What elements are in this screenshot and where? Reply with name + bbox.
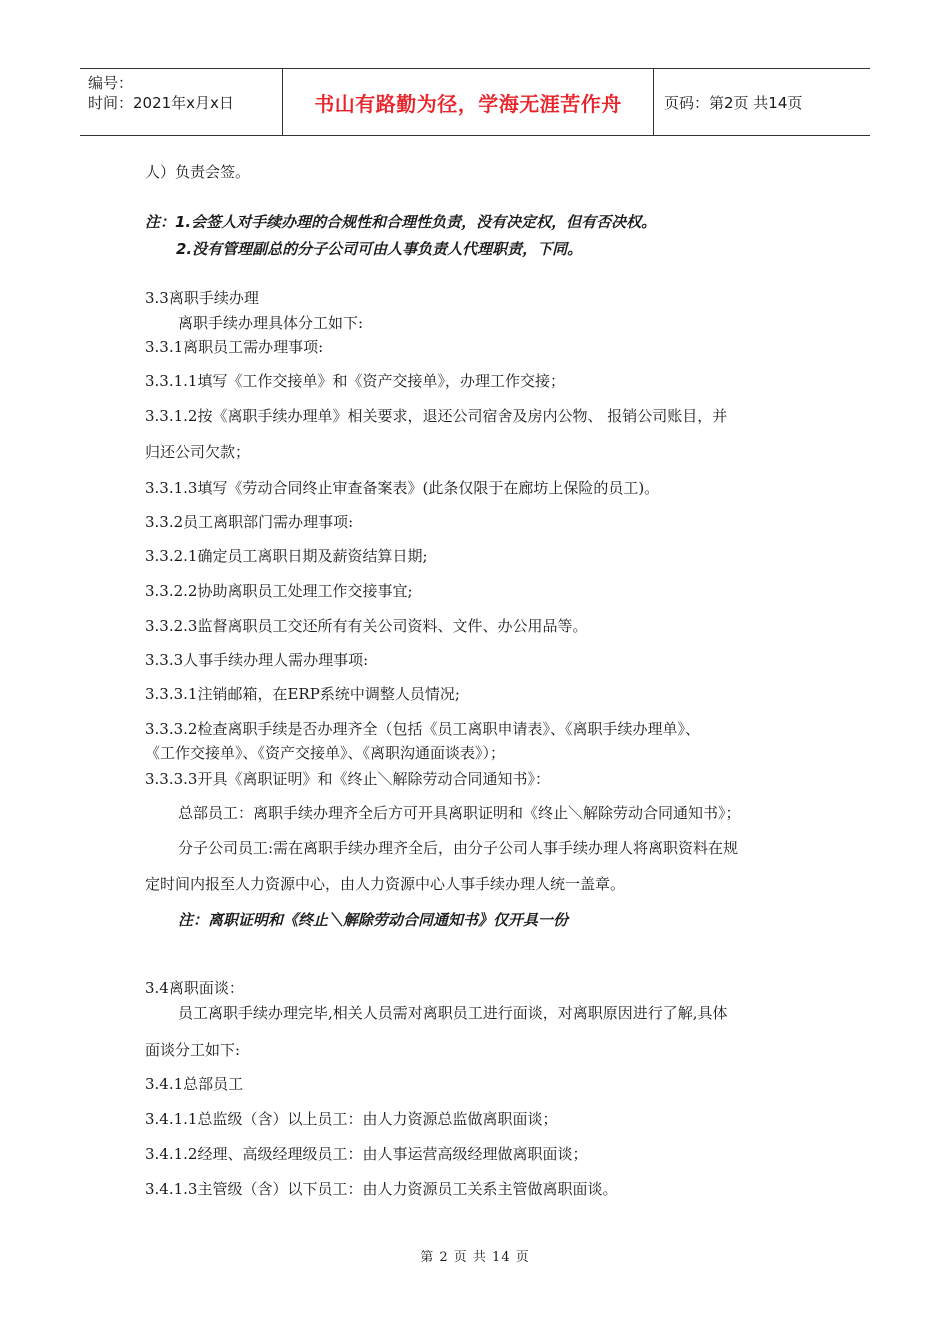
body-line: 3.3.3.1注销邮箱，在ERP系统中调整人员情况;: [145, 685, 460, 703]
section-heading: 3.3离职手续办理: [145, 289, 259, 307]
body-line: 3.3.1.3填写《劳动合同终止审查备案表》(此条仅限于在廊坊上保险的员工)。: [145, 479, 660, 497]
body-line: 3.3.2.2协助离职员工处理工作交接事宜;: [145, 582, 413, 600]
section-heading: 3.4离职面谈：: [145, 979, 244, 997]
document-date: 时间：2021年x月x日: [88, 94, 234, 112]
header-left-cell: [80, 69, 282, 135]
note-line: 注：离职证明和《终止＼解除劳动合同通知书》仅开具一份: [178, 911, 569, 929]
document-code-label: 编号：: [88, 74, 134, 92]
body-line: 3.3.3.2检查离职手续是否办理齐全（包括《员工离职申请表》、《离职手续办理单》、: [145, 720, 700, 738]
section-heading: 3.3.2员工离职部门需办理事项:: [145, 513, 354, 531]
body-line: 3.3.2.3监督离职员工交还所有有关公司资料、文件、办公用品等。: [145, 617, 588, 635]
page-header: [80, 68, 870, 136]
body-line: 归还公司欠款；: [145, 443, 251, 461]
body-line: 分子公司员工:需在离职手续办理齐全后，由分子公司人事手续办理人将离职资料在规: [178, 839, 739, 857]
body-line: 人）负责会签。: [145, 163, 251, 181]
body-line: 3.3.1.2按《离职手续办理单》相关要求，退还公司宿舍及房内公物、 报销公司账目，并: [145, 407, 728, 425]
body-line: 3.4.1.3主管级（含）以下员工：由人力资源员工关系主管做离职面谈。: [145, 1180, 618, 1198]
body-line: 总部员工：离职手续办理齐全后方可开具离职证明和《终止＼解除劳动合同通知书》；: [178, 804, 741, 822]
header-motto: 书山有路勤为径，学海无涯苦作舟: [282, 69, 654, 135]
section-heading: 3.3.3人事手续办理人需办理事项:: [145, 651, 369, 669]
body-line: 3.4.1.2经理、高级经理级员工：由人事运营高级经理做离职面谈；: [145, 1145, 588, 1163]
body-line: 3.3.3.3开具《离职证明》和《终止＼解除劳动合同通知书》：: [145, 770, 550, 788]
section-heading: 3.4.1总部员工: [145, 1075, 244, 1093]
body-line: 3.3.1.1填写《工作交接单》和《资产交接单》，办理工作交接；: [145, 372, 565, 390]
page-footer: 第 2 页 共 14 页: [420, 1250, 530, 1265]
body-line: 《工作交接单》、《资产交接单》、《离职沟通面谈表》）；: [145, 744, 506, 762]
body-line: 离职手续办理具体分工如下:: [178, 314, 364, 332]
body-line: 面谈分工如下:: [145, 1041, 241, 1059]
body-line: 员工离职手续办理完毕,相关人员需对离职员工进行面谈，对离职原因进行了解,具体: [178, 1004, 728, 1022]
body-line: 3.4.1.1总监级（含）以上员工：由人力资源总监做离职面谈；: [145, 1110, 558, 1128]
note-line: 注：1.会签人对手续办理的合规性和合理性负责，没有决定权，但有否决权。: [145, 213, 657, 231]
body-line: 定时间内报至人力资源中心，由人力资源中心人事手续办理人统一盖章。: [145, 875, 626, 893]
header-page-info: 页码：第2页 共14页: [664, 93, 803, 112]
body-line: 3.3.2.1确定员工离职日期及薪资结算日期;: [145, 547, 428, 565]
note-line: 2.没有管理副总的分子公司可由人事负责人代理职责，下同。: [176, 240, 583, 258]
section-heading: 3.3.1离职员工需办理事项:: [145, 338, 324, 356]
